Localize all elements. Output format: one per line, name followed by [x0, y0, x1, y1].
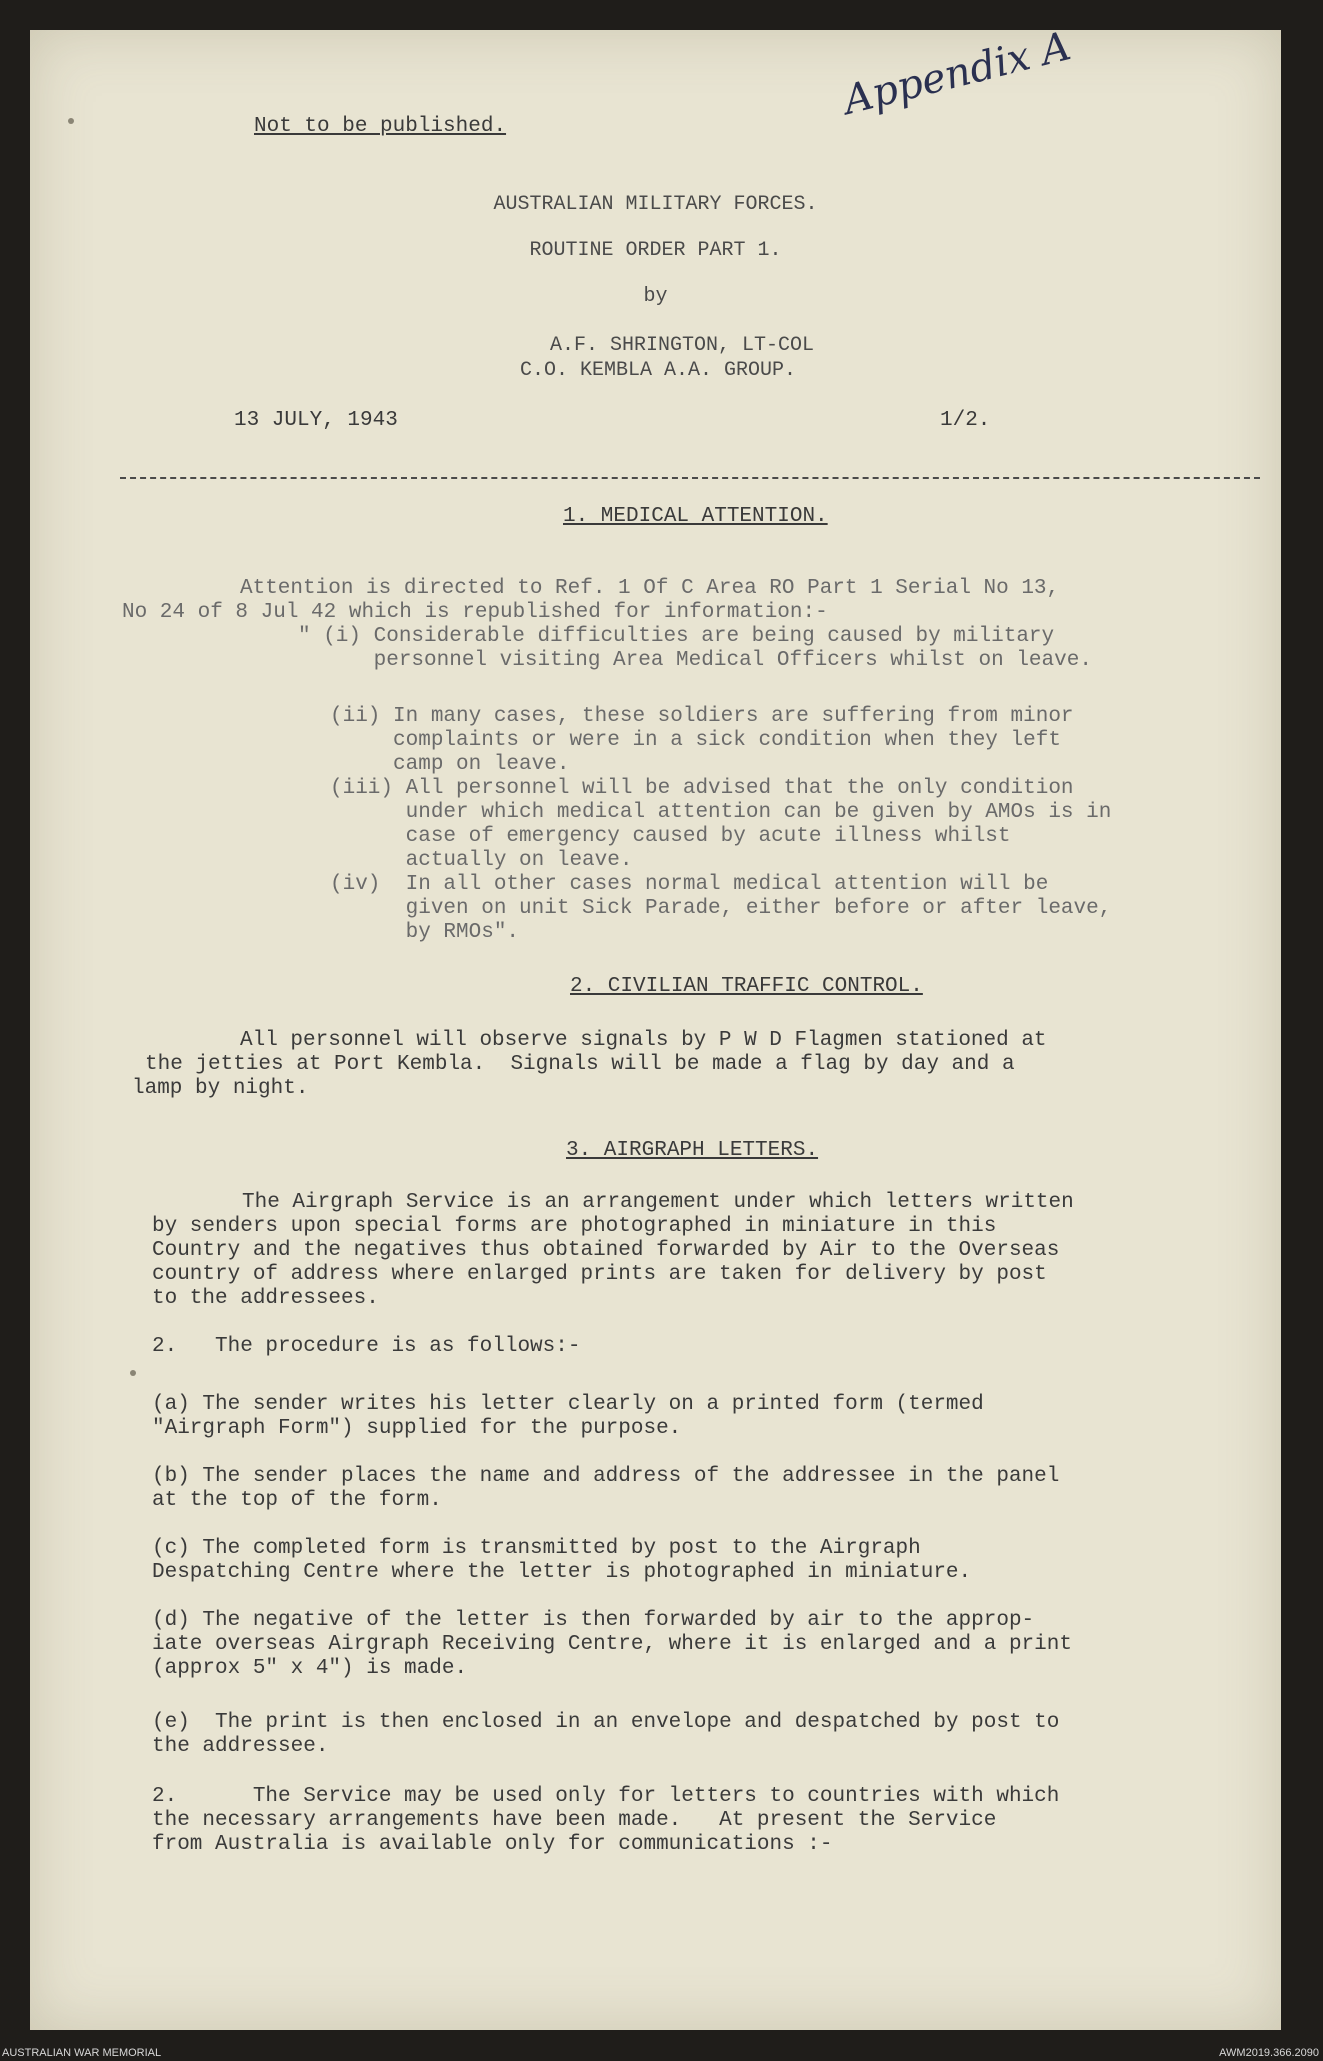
footer-institution: AUSTRALIAN WAR MEMORIAL [2, 2047, 162, 2059]
procedure-step-a: "Airgraph Form") supplied for the purpose. [152, 1417, 682, 1440]
section-1-item-iv: by RMOs". [330, 921, 520, 944]
footer-accession-number: AWM2019.366.2090 [1219, 2047, 1319, 2059]
document-page [30, 23, 1281, 2030]
procedure-step-d: iate overseas Airgraph Receiving Centre, where it is enlarged and a print [152, 1633, 1072, 1656]
section-1-item-iii: under which medical attention can be given by AMOs is in [330, 801, 1112, 824]
procedure-step-e: the addressee. [152, 1735, 329, 1758]
header-officer: A.F. SHRINGTON, LT-COL [550, 334, 815, 357]
section-3-procedure: 2. The procedure is as follows:- [152, 1335, 581, 1358]
header-by: by [643, 285, 668, 308]
procedure-step-b: (b) The sender places the name and address of the addressee in the panel [152, 1465, 1060, 1488]
header-unit: C.O. KEMBLA A.A. GROUP. [520, 359, 797, 382]
section-1-item-iv: given on unit Sick Parade, either before or after leave, [330, 897, 1112, 920]
header-order: ROUTINE ORDER PART 1. [529, 239, 782, 262]
section-1-item-iii: actually on leave. [330, 849, 633, 872]
section-1-item-i: " (i) Considerable difficulties are being caused by military [298, 625, 1055, 648]
section-3-body-line: by senders upon special forms are photographed in miniature in this [152, 1215, 997, 1238]
section-2-body-line: All personnel will observe signals by P W D Flagmen stationed at [240, 1029, 1047, 1052]
section-3-heading: 3. AIRGRAPH LETTERS. [566, 1139, 819, 1162]
section-1-item-iii: case of emergency caused by acute illness whilst [330, 825, 1011, 848]
section-3-closing-line: 2. The Service may be used only for letters to countries with which [152, 1785, 1060, 1808]
section-2-body-line: the jetties at Port Kembla. Signals will be made a flag by day and a [145, 1053, 1015, 1076]
section-2-heading: 2. CIVILIAN TRAFFIC CONTROL. [570, 975, 923, 998]
section-1-item-iv: (iv) In all other cases normal medical attention will be [330, 873, 1049, 896]
section-1-item-ii: (ii) In many cases, these soldiers are suffering from minor [330, 705, 1074, 728]
order-reference: 1/2. [940, 409, 991, 432]
section-1-item-iii: (iii) All personnel will be advised that the only condition [330, 777, 1074, 800]
punch-hole [68, 118, 74, 124]
procedure-step-a: (a) The sender writes his letter clearly on a printed form (termed [152, 1393, 984, 1416]
procedure-step-d: (d) The negative of the letter is then forwarded by air to the approp- [152, 1609, 1035, 1632]
section-1-intro-line: Attention is directed to Ref. 1 Of C Area RO Part 1 Serial No 13, [240, 577, 1060, 600]
procedure-step-b: at the top of the form. [152, 1489, 442, 1512]
section-3-closing-line: from Australia is available only for communications :- [152, 1833, 833, 1856]
section-1-item-ii: camp on leave. [330, 753, 570, 776]
section-3-body-line: to the addressees. [152, 1287, 379, 1310]
section-2-body-line: lamp by night. [132, 1077, 309, 1100]
section-3-body-line: country of address where enlarged prints are taken for delivery by post [152, 1263, 1047, 1286]
section-1-heading: 1. MEDICAL ATTENTION. [563, 505, 828, 528]
order-date: 13 JULY, 1943 [234, 409, 398, 432]
handwritten-annotation: Appendix A [838, 23, 1076, 125]
punch-hole [130, 1370, 136, 1376]
divider-line [120, 477, 1260, 479]
archive-footer [0, 2045, 1323, 2061]
procedure-step-c: (c) The completed form is transmitted by post to the Airgraph [152, 1537, 921, 1560]
section-1-intro-line: No 24 of 8 Jul 42 which is republished for information:- [122, 601, 828, 624]
section-1-item-i: personnel visiting Area Medical Officers whilst on leave. [298, 649, 1092, 672]
section-3-closing-line: the necessary arrangements have been made. At present the Service [152, 1809, 997, 1832]
procedure-step-c: Despatching Centre where the letter is photographed in miniature. [152, 1561, 972, 1584]
section-3-body-line: The Airgraph Service is an arrangement under which letters written [242, 1191, 1074, 1214]
section-3-body-line: Country and the negatives thus obtained forwarded by Air to the Overseas [152, 1239, 1060, 1262]
procedure-step-e: (e) The print is then enclosed in an envelope and despatched by post to [152, 1711, 1060, 1734]
header-title: AUSTRALIAN MILITARY FORCES. [493, 193, 818, 216]
procedure-step-d: (approx 5" x 4") is made. [152, 1657, 468, 1680]
restriction-note: Not to be published. [254, 115, 507, 138]
section-1-item-ii: complaints or were in a sick condition when they left [330, 729, 1061, 752]
